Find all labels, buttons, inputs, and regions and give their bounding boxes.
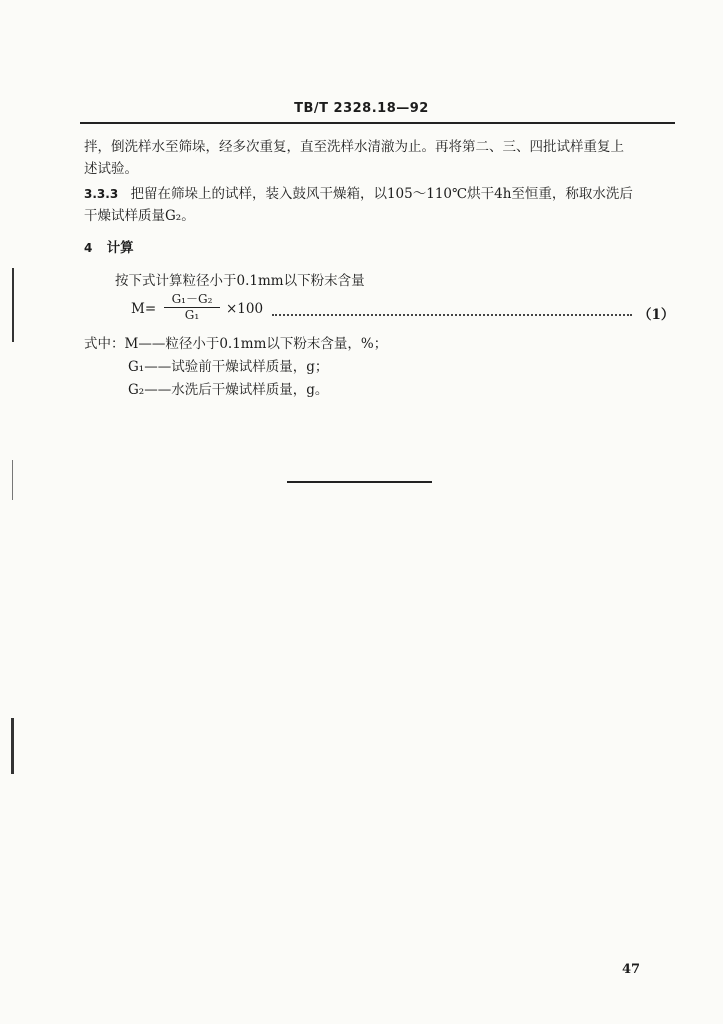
equation-number: （1） [638,307,675,323]
clause-text: 把留在筛垛上的试样，装入鼓风干燥箱，以105～110℃烘干4h至恒重，称取水洗后 [130,186,633,202]
legend-g1: G₁——试验前干燥试样质量，g； [128,359,329,375]
formula-rhs: ×100 [226,301,264,317]
legend-g2: G₂——水洗后干燥试样质量，g。 [128,382,329,398]
formula-numerator: G₁－G₂ [164,292,220,308]
end-rule [287,481,432,483]
paragraph-line: 拌，倒洗样水至筛垛，经多次重复，直至洗样水清澈为止。再将第二、三、四批试样重复上 [84,139,624,155]
formula-lhs: M= [131,301,157,317]
dot-leader [272,314,632,316]
legend-prefix: 式中： [84,336,125,352]
standard-code: TB/T 2328.18—92 [294,101,429,116]
scan-edge-mark [11,718,14,774]
formula-fraction [164,292,220,323]
formula-denominator: G₁ [184,308,200,322]
clause-3-3-3 [84,184,633,205]
paragraph-line: 述试验。 [84,161,138,177]
header-rule [80,122,675,124]
paragraph-line: 干燥试样质量G₂。 [84,208,195,224]
scan-edge-mark [12,268,14,342]
page-number: 47 [622,962,641,977]
legend-line-m [84,334,387,355]
scan-edge-mark [12,460,13,500]
section-title: 计算 [106,240,134,256]
section-number: 4 [84,241,93,255]
clause-number: 3.3.3 [84,187,119,201]
formula-intro: 按下式计算粒径小于0.1mm以下粉末含量 [115,273,365,289]
legend-m: M——粒径小于0.1mm以下粉末含量，%； [124,336,388,352]
section-heading [84,238,134,259]
